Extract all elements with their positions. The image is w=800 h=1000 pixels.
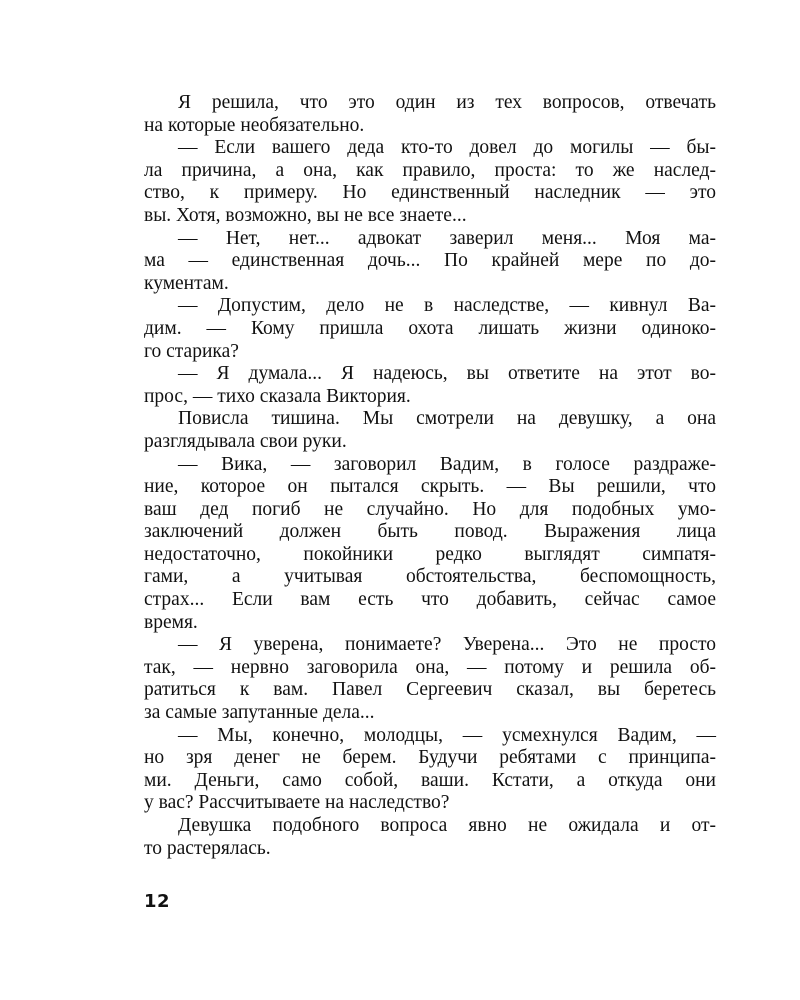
- text-line: прос, — тихо сказала Виктория.: [144, 385, 411, 407]
- text-line: — Мы, конечно, молодцы, — усмехнулся Вадим, —: [178, 724, 716, 746]
- text-line: ла причина, а она, как правило, проста: то же наслед-: [144, 159, 716, 181]
- text-line: за самые запутанные дела...: [144, 702, 375, 724]
- paragraph: [144, 815, 716, 860]
- text-line: ваш дед погиб не случайно. Но для подобных умо-: [144, 498, 716, 520]
- text-line: — Я думала... Я надеюсь, вы ответите на этот во-: [178, 363, 716, 385]
- text-line: го старика?: [144, 340, 239, 362]
- text-line: Девушка подобного вопроса явно не ожидала и от-: [178, 815, 716, 836]
- text-line: ма — единственная дочь... По крайней мере по до-: [144, 250, 716, 272]
- text-line: дим. — Кому пришла охота лишать жизни одиноко-: [144, 317, 716, 339]
- text-line: но зря денег не берем. Будучи ребятами с принципа-: [144, 747, 716, 769]
- text-line: время.: [144, 611, 198, 633]
- text-line: — Если вашего деда кто-то довел до могилы — бы-: [178, 137, 716, 159]
- paragraph: [144, 725, 716, 815]
- body-text: [144, 92, 716, 860]
- text-line: ство, к примеру. Но единственный наследник — это: [144, 182, 716, 204]
- text-line: заключений должен быть повод. Выражения лица: [144, 521, 716, 543]
- page-number: 12: [144, 891, 171, 912]
- text-line: — Нет, нет... адвокат заверил меня... Моя ма-: [178, 227, 716, 249]
- text-line: у вас? Рассчитываете на наследство?: [144, 792, 450, 814]
- text-line: ми. Деньги, само собой, ваши. Кстати, а откуда они: [144, 769, 716, 791]
- paragraph: [144, 295, 716, 363]
- text-line: то растерялась.: [144, 837, 271, 859]
- paragraph: [144, 408, 716, 453]
- text-line: на которые необязательно.: [144, 114, 365, 136]
- paragraph: [144, 634, 716, 724]
- text-line: недостаточно, покойники редко выглядят симпатя-: [144, 543, 716, 565]
- text-line: — Допустим, дело не в наследстве, — кивнул Ва-: [178, 295, 716, 317]
- paragraph: [144, 363, 716, 408]
- text-line: ние, которое он пытался скрыть. — Вы решили, что: [144, 476, 716, 498]
- paragraph: [144, 454, 716, 635]
- text-line: ратиться к вам. Павел Сергеевич сказал, вы беретесь: [144, 679, 716, 701]
- text-line: Я решила, что это один из тех вопросов, отвечать: [178, 92, 716, 113]
- text-line: разглядывала свои руки.: [144, 430, 347, 452]
- text-line: гами, а учитывая обстоятельства, беспомощность,: [144, 566, 716, 588]
- paragraph: [144, 228, 716, 296]
- text-line: кументам.: [144, 272, 229, 294]
- paragraph: [144, 137, 716, 227]
- text-line: Повисла тишина. Мы смотрели на девушку, а она: [178, 408, 716, 430]
- paragraph: [144, 92, 716, 137]
- text-line: так, — нервно заговорила она, — потому и решила об-: [144, 656, 716, 678]
- text-line: — Вика, — заговорил Вадим, в голосе раздраже-: [178, 453, 716, 475]
- text-line: — Я уверена, понимаете? Уверена... Это не просто: [178, 634, 716, 656]
- text-line: вы. Хотя, возможно, вы не все знаете...: [144, 204, 467, 226]
- text-line: страх... Если вам есть что добавить, сейчас самое: [144, 589, 716, 611]
